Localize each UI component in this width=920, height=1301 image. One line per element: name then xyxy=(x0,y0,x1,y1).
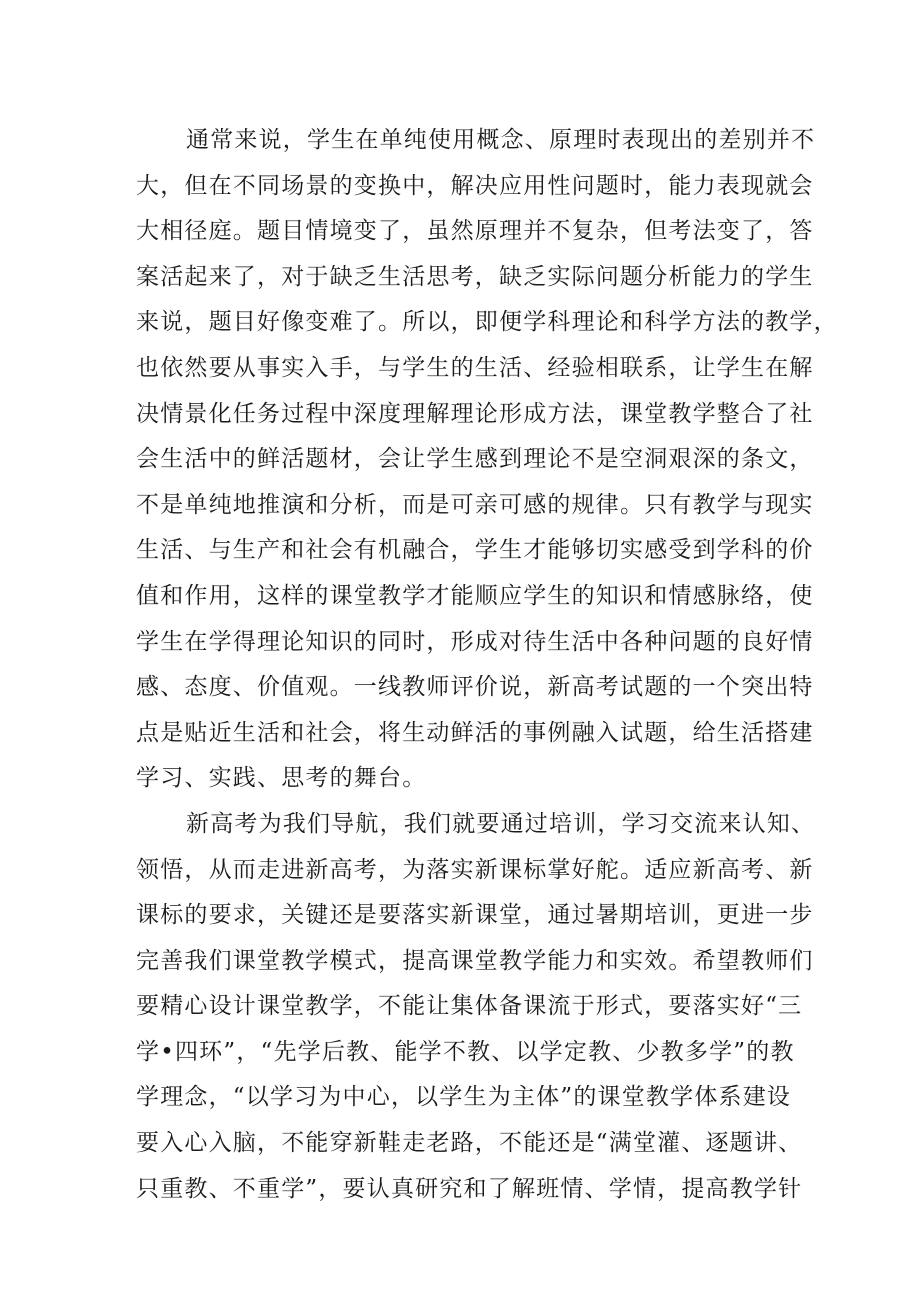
text-line: 会生活中的鲜活题材，会让学生感到理论不是空洞艰深的条文， xyxy=(136,446,814,473)
text-line: 感、态度、价值观。一线教师评价说，新高考试题的一个突出特 xyxy=(136,674,814,701)
text-line: 课标的要求，关键还是要落实新课堂，通过暑期培训，更进一步 xyxy=(136,902,814,929)
text-line: 来说，题目好像变难了。所以，即便学科理论和科学方法的教学， xyxy=(136,309,838,336)
text-line: 只重教、不重学”，要认真研究和了解班情、学情，提高教学针 xyxy=(136,1175,803,1202)
paragraph-1 xyxy=(136,118,838,802)
text-line: 大相径庭。题目情境变了，虽然原理并不复杂，但考法变了，答 xyxy=(136,218,814,245)
text-line: 学习、实践、思考的舞台。 xyxy=(136,765,427,792)
text-line: 点是贴近生活和社会，将生动鲜活的事例融入试题，给生活搭建 xyxy=(136,719,814,746)
text-line: 大，但在不同场景的变换中，解决应用性问题时，能力表现就会 xyxy=(136,172,814,199)
text-line: 学理念，“以学习为中心，以学生为主体”的课堂教学体系建设 xyxy=(136,1084,792,1111)
text-line: 新高考为我们导航，我们就要通过培训，学习交流来认知、 xyxy=(186,810,816,837)
text-line: 决情景化任务过程中深度理解理论形成方法，课堂教学整合了社 xyxy=(136,400,814,427)
text-line: 生活、与生产和社会有机融合，学生才能够切实感受到学科的价 xyxy=(136,537,814,564)
body-text xyxy=(136,118,838,1212)
text-line: 不是单纯地推演和分析，而是可亲可感的规律。只有教学与现实 xyxy=(136,491,814,518)
text-line: 完善我们课堂教学模式，提高课堂教学能力和实效。希望教师们 xyxy=(136,947,814,974)
text-line: 通常来说，学生在单纯使用概念、原理时表现出的差别并不 xyxy=(186,127,816,153)
paragraph-2 xyxy=(136,802,816,1212)
text-line: 要入心入脑，不能穿新鞋走老路，不能还是“满堂灌、逐题讲、 xyxy=(136,1130,803,1157)
text-line: 学•四环”，“先学后教、能学不教、以学定教、少教多学”的教 xyxy=(136,1038,795,1065)
text-line: 也依然要从事实入手，与学生的生活、经验相联系，让学生在解 xyxy=(136,354,814,381)
text-line: 案活起来了，对于缺乏生活思考，缺乏实际问题分析能力的学生 xyxy=(136,263,814,290)
text-line: 值和作用，这样的课堂教学才能顺应学生的知识和情感脉络，使 xyxy=(136,582,814,609)
text-line: 要精心设计课堂教学，不能让集体备课流于形式，要落实好“三 xyxy=(136,993,803,1020)
text-line: 领悟，从而走进新高考，为落实新课标掌好舵。适应新高考、新 xyxy=(136,856,814,883)
text-line: 学生在学得理论知识的同时，形成对待生活中各种问题的良好情 xyxy=(136,628,814,655)
